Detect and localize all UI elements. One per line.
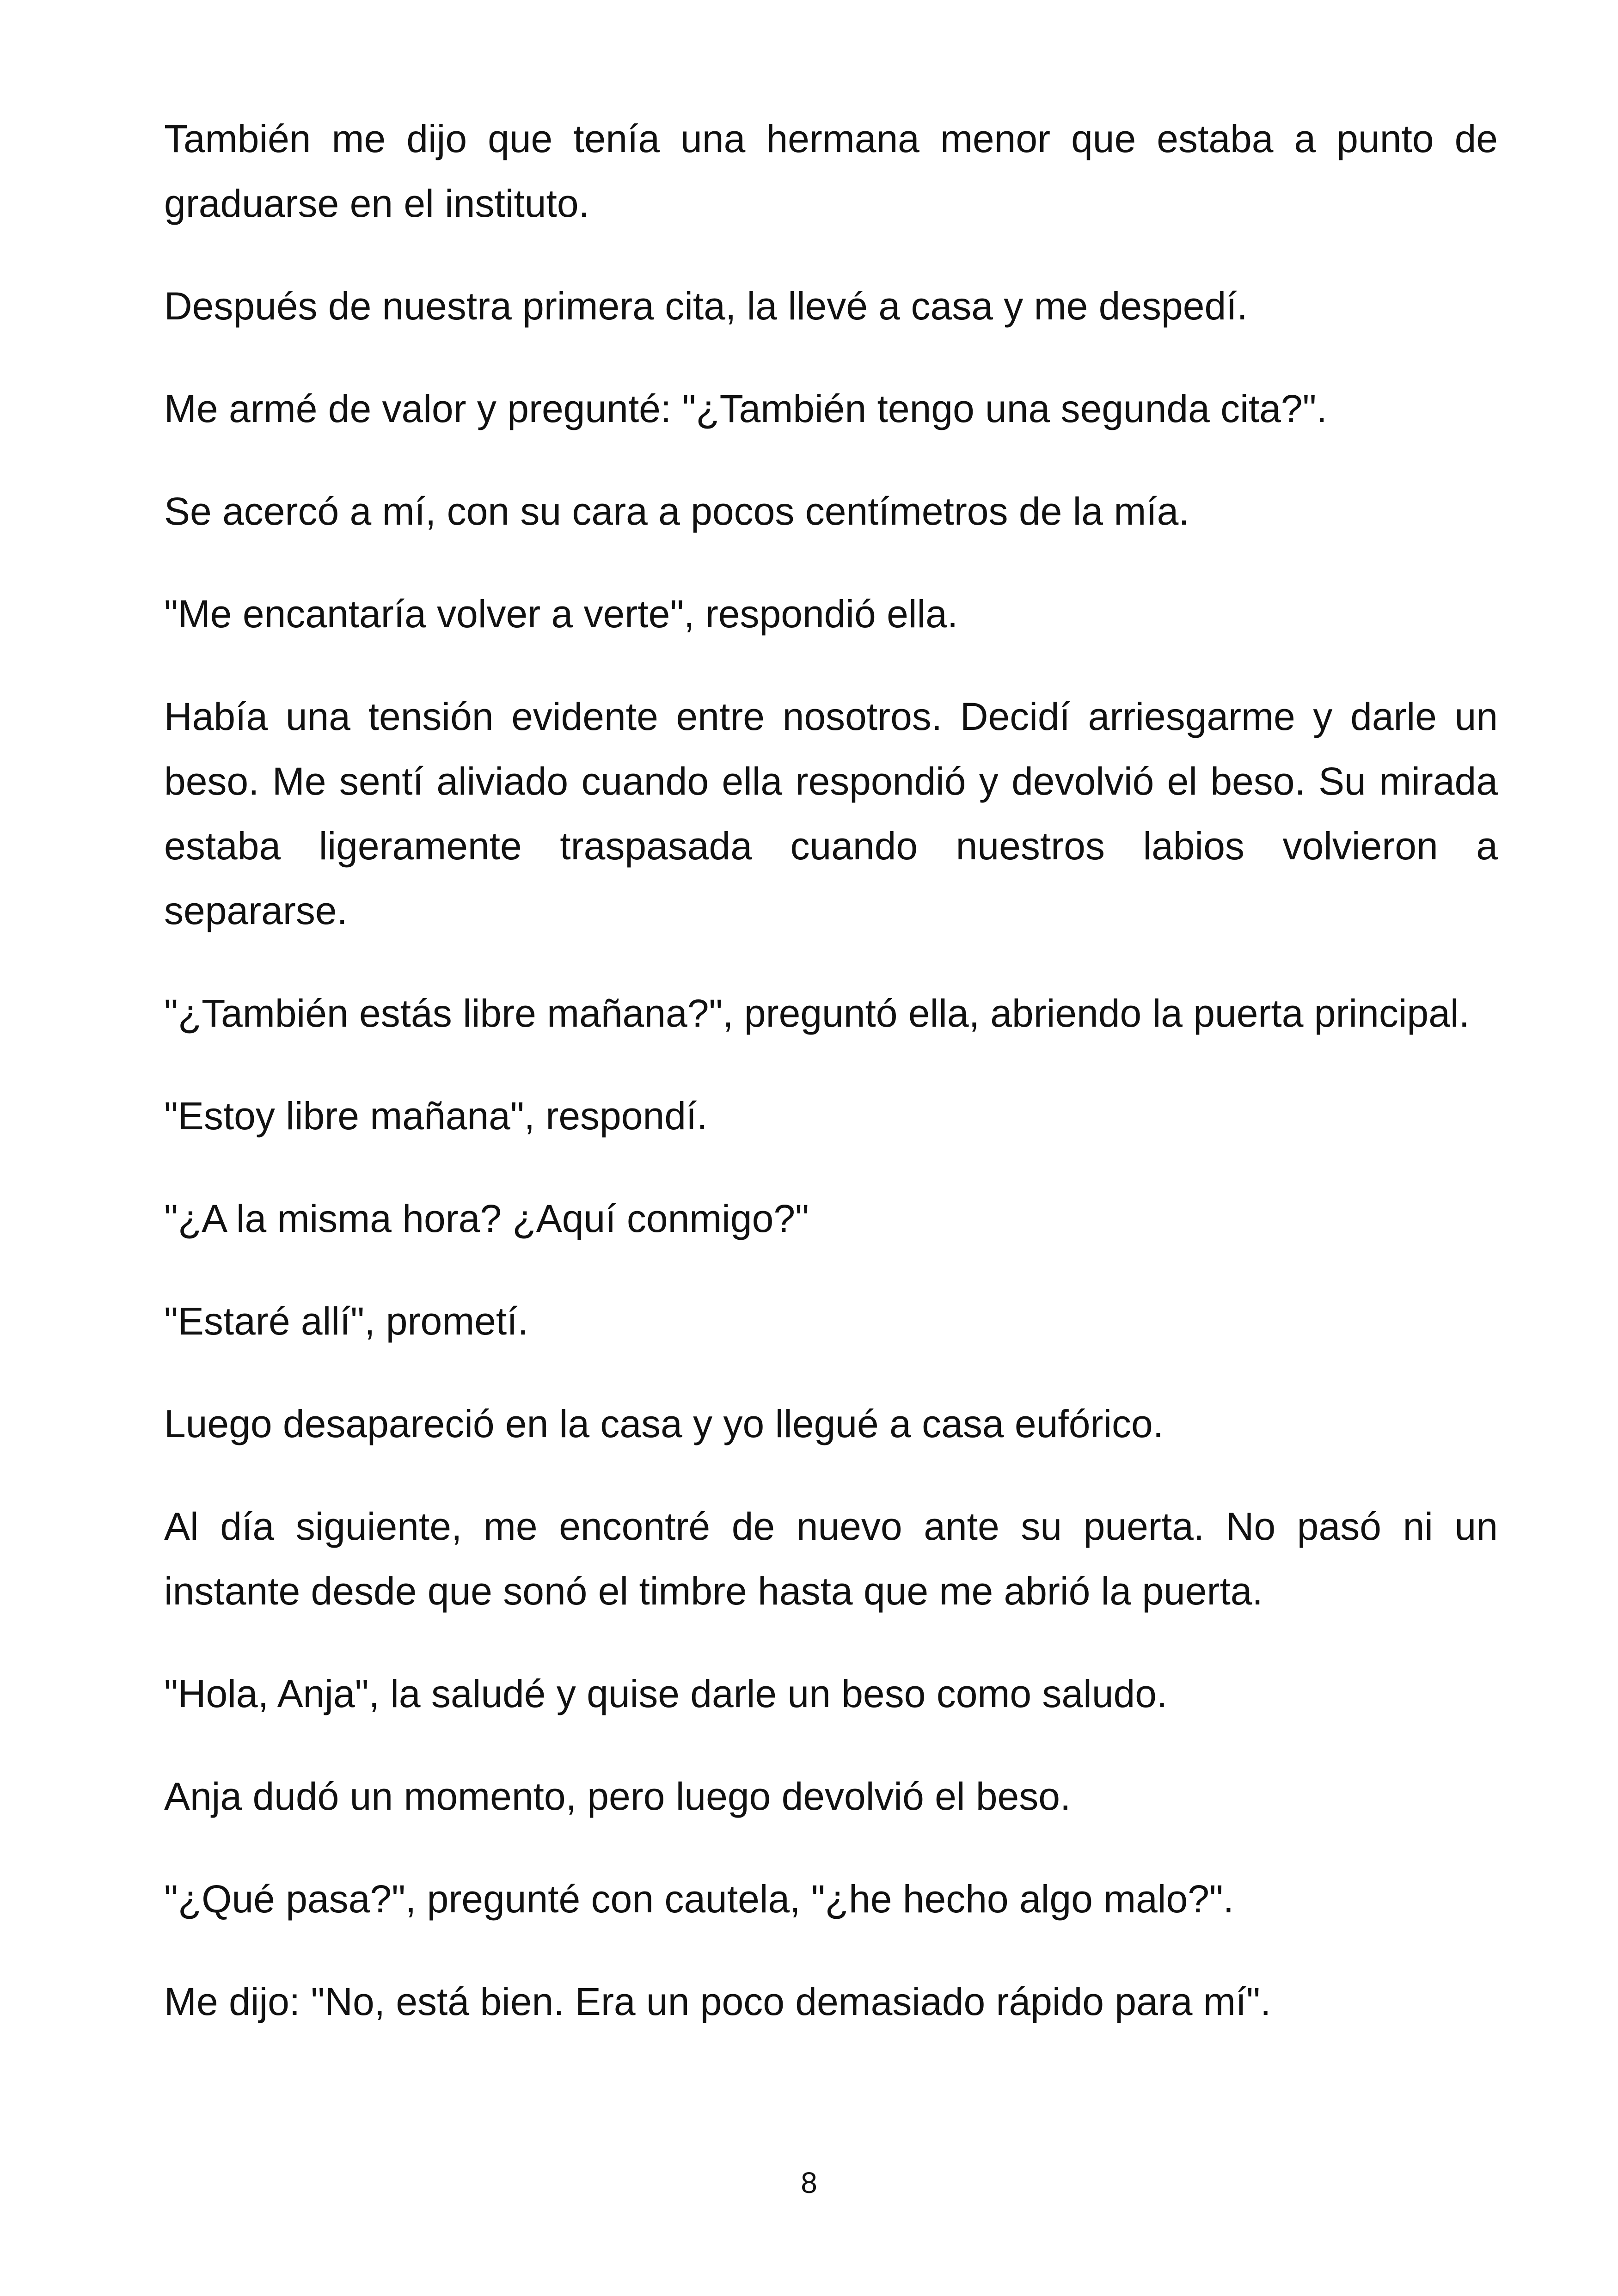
paragraph-2: Después de nuestra primera cita, la llevé a casa y me despedí. (164, 284, 1248, 328)
paragraph-4: Se acercó a mí, con su cara a pocos centímetros de la mía. (164, 490, 1189, 533)
page-number: 8 (801, 2166, 817, 2199)
paragraph-8: "Estoy libre mañana", respondí. (164, 1094, 708, 1138)
paragraph-6: Había una tensión evidente entre nosotros. Decidí arriesgarme y darle un beso. Me sentí aliviado cuando ella respondió y devolvió el beso. Su mirada estaba ligeramente traspasada cuando nuestros labios volvieron a separarse. (164, 695, 1498, 932)
paragraph-9: "¿A la misma hora? ¿Aquí conmigo?" (164, 1197, 809, 1240)
paragraph-10: "Estaré allí", prometí. (164, 1299, 528, 1343)
paragraph-5: "Me encantaría volver a verte", respondió ella. (164, 592, 958, 636)
page-body (164, 106, 1498, 2072)
paragraph-14: Anja dudó un momento, pero luego devolvió el beso. (164, 1775, 1071, 1818)
paragraph-3: Me armé de valor y pregunté: "¿También tengo una segunda cita?". (164, 387, 1327, 430)
paragraph-7: "¿También estás libre mañana?", preguntó ella, abriendo la puerta principal. (164, 992, 1470, 1035)
paragraph-1: También me dijo que tenía una hermana menor que estaba a punto de graduarse en el instituto. (164, 117, 1498, 225)
paragraph-12: Al día siguiente, me encontré de nuevo ante su puerta. No pasó ni un instante desde que sonó el timbre hasta que me abrió la puerta. (164, 1505, 1498, 1613)
paragraph-11: Luego desapareció en la casa y yo llegué a casa eufórico. (164, 1402, 1164, 1445)
paragraph-15: "¿Qué pasa?", pregunté con cautela, "¿he hecho algo malo?". (164, 1877, 1234, 1921)
paragraph-16: Me dijo: "No, está bien. Era un poco demasiado rápido para mí". (164, 1980, 1271, 2023)
paragraph-13: "Hola, Anja", la saludé y quise darle un beso como saludo. (164, 1672, 1168, 1715)
